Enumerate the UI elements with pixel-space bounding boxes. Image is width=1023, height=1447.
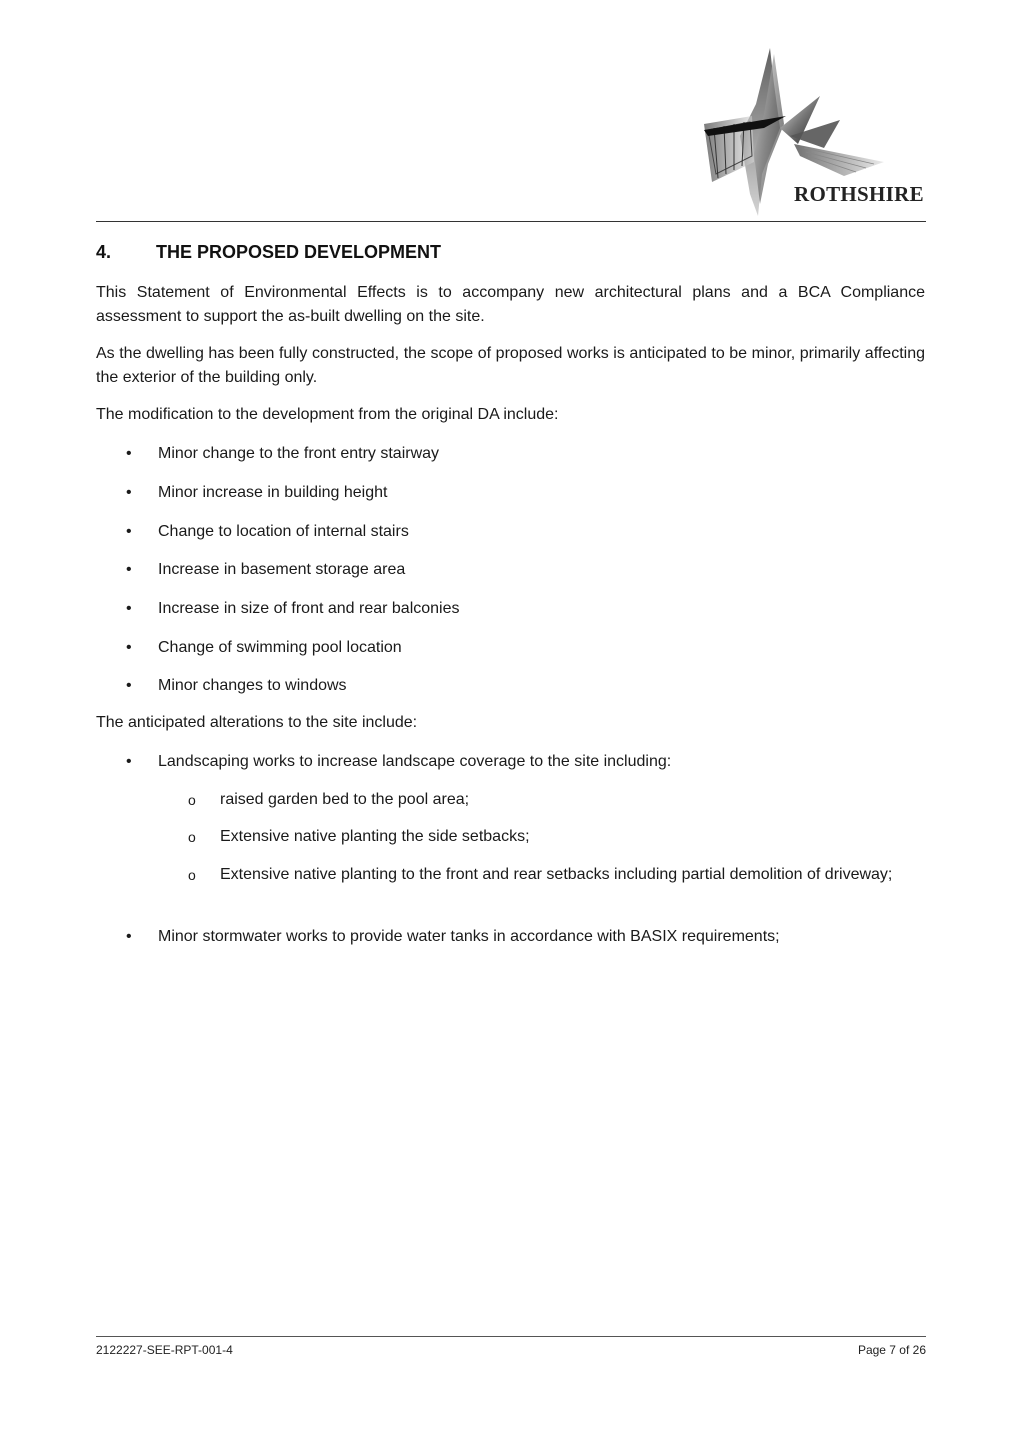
sub-list-item: o raised garden bed to the pool area; xyxy=(188,788,925,812)
bullet-marker: • xyxy=(126,928,132,945)
intro-paragraph: This Statement of Environmental Effects is to accompany new architectural plans and a BCA Compliance assessment to support the as-built dwelling on the site. xyxy=(96,284,925,325)
section-number: 4. xyxy=(96,242,112,262)
document-reference: 2122227-SEE-RPT-001-4 xyxy=(96,1343,233,1357)
alterations-intro: The anticipated alterations to the site include: xyxy=(96,714,418,731)
section-heading xyxy=(96,242,441,263)
scope-paragraph: As the dwelling has been fully constructed, the scope of proposed works is anticipated to be minor, primarily affecting the exterior of the building only. xyxy=(96,345,925,386)
section-title: THE PROPOSED DEVELOPMENT xyxy=(156,242,442,262)
page-number: Page 7 of 26 xyxy=(857,1343,926,1357)
bullet-marker: • xyxy=(126,753,132,770)
bullet-marker: • xyxy=(126,523,132,540)
sub-list-item: o Extensive native planting the side setbacks; xyxy=(188,825,925,849)
bullet-marker: • xyxy=(126,639,132,656)
company-logo xyxy=(694,44,926,220)
header-divider xyxy=(96,221,926,222)
bullet-marker: • xyxy=(126,445,132,462)
sub-list-item: o Extensive native planting to the front and rear setbacks including partial demolition of driveway; xyxy=(188,863,925,887)
bullet-marker: • xyxy=(126,484,132,501)
bullet-marker: • xyxy=(126,677,132,694)
logo-company-name: ROTHSHIRE xyxy=(794,182,924,206)
sub-bullet-marker: o xyxy=(188,829,196,845)
sub-bullet-marker: o xyxy=(188,792,196,808)
bullet-marker: • xyxy=(126,600,132,617)
footer-divider xyxy=(96,1336,926,1337)
sub-bullet-marker: o xyxy=(188,867,196,883)
modifications-intro: The modification to the development from the original DA include: xyxy=(96,406,559,423)
bullet-marker: • xyxy=(126,561,132,578)
